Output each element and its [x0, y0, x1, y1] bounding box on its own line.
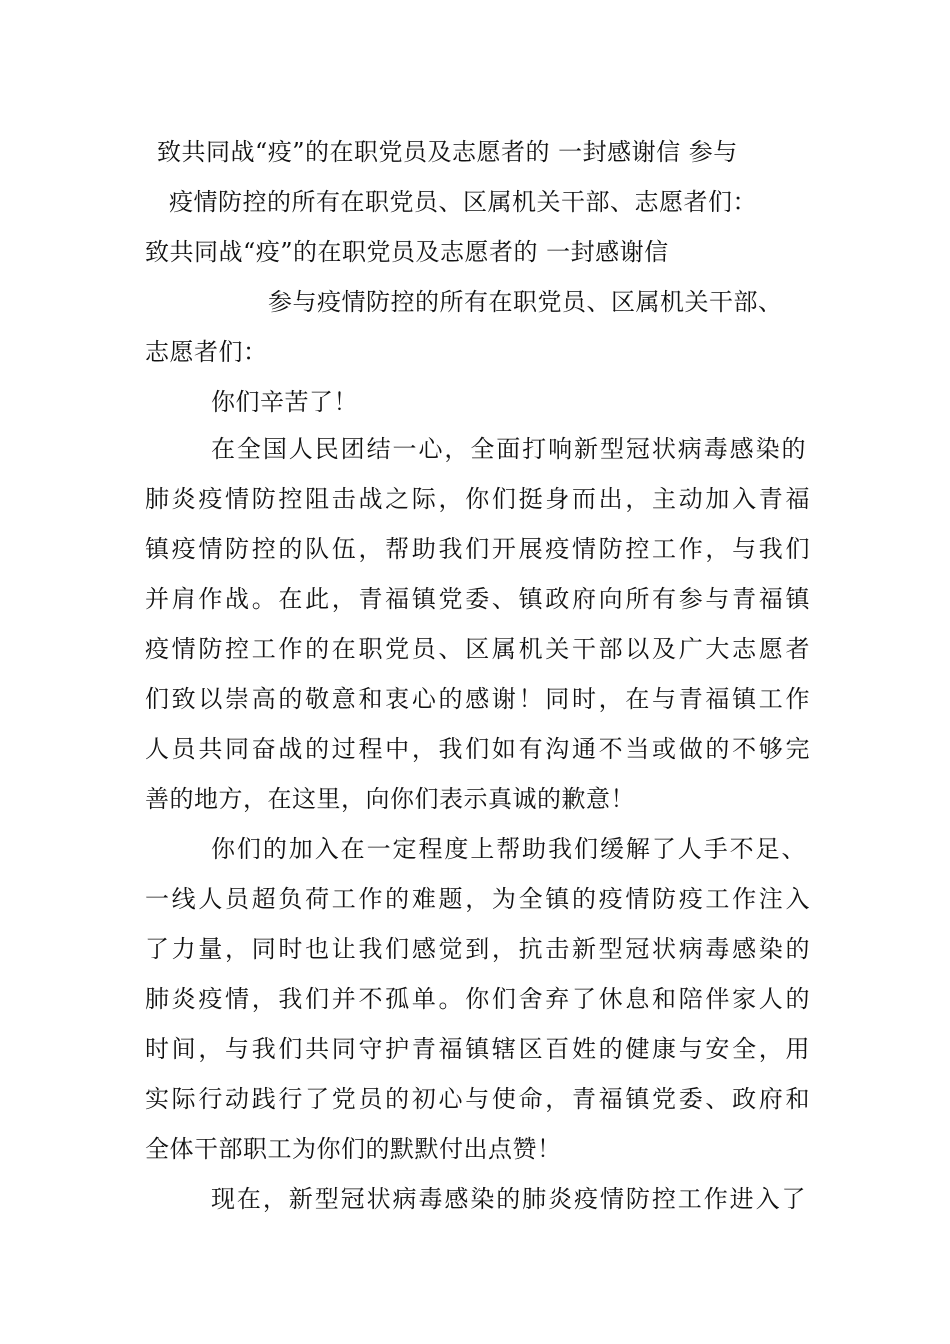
paragraph-line: 善的地方，在这里，向你们表示真诚的歉意！	[145, 785, 635, 813]
paragraph-line: 实际行动践行了党员的初心与使命，青福镇党委、政府和	[145, 1085, 810, 1113]
header-line: 致共同战“疫”的在职党员及志愿者的 一封感谢信 参与	[157, 138, 738, 166]
paragraph-line: 全体干部职工为你们的默默付出点赞！	[145, 1135, 562, 1163]
paragraph-line: 肺炎疫情，我们并不孤单。你们舍弃了休息和陪伴家人的	[145, 985, 810, 1013]
paragraph-line: 时间，与我们共同守护青福镇辖区百姓的健康与安全，用	[145, 1035, 810, 1063]
salutation-line: 志愿者们：	[145, 338, 268, 366]
paragraph-line: 你们的加入在一定程度上帮助我们缓解了人手不足、	[211, 835, 806, 863]
letter-title: 致共同战“疫”的在职党员及志愿者的 一封感谢信	[145, 238, 669, 266]
greeting: 你们辛苦了！	[211, 388, 358, 416]
paragraph-line: 并肩作战。在此，青福镇党委、镇政府向所有参与青福镇	[145, 585, 810, 613]
paragraph-line: 们致以崇高的敬意和衷心的感谢！同时，在与青福镇工作	[145, 685, 810, 713]
header-line: 疫情防控的所有在职党员、区属机关干部、志愿者们：	[169, 188, 757, 216]
paragraph-line: 人员共同奋战的过程中，我们如有沟通不当或做的不够完	[145, 735, 810, 763]
paragraph-line: 疫情防控工作的在职党员、区属机关干部以及广大志愿者	[145, 635, 810, 663]
paragraph-line: 一线人员超负荷工作的难题，为全镇的疫情防疫工作注入	[145, 885, 810, 913]
paragraph-line: 了力量，同时也让我们感觉到，抗击新型冠状病毒感染的	[145, 935, 810, 963]
salutation-line: 参与疫情防控的所有在职党员、区属机关干部、	[268, 288, 783, 316]
paragraph-line: 镇疫情防控的队伍，帮助我们开展疫情防控工作，与我们	[145, 535, 810, 563]
paragraph-line: 肺炎疫情防控阻击战之际，你们挺身而出，主动加入青福	[145, 485, 810, 513]
paragraph-line: 在全国人民团结一心，全面打响新型冠状病毒感染的	[211, 435, 806, 463]
paragraph-line: 现在，新型冠状病毒感染的肺炎疫情防控工作进入了	[211, 1185, 806, 1213]
